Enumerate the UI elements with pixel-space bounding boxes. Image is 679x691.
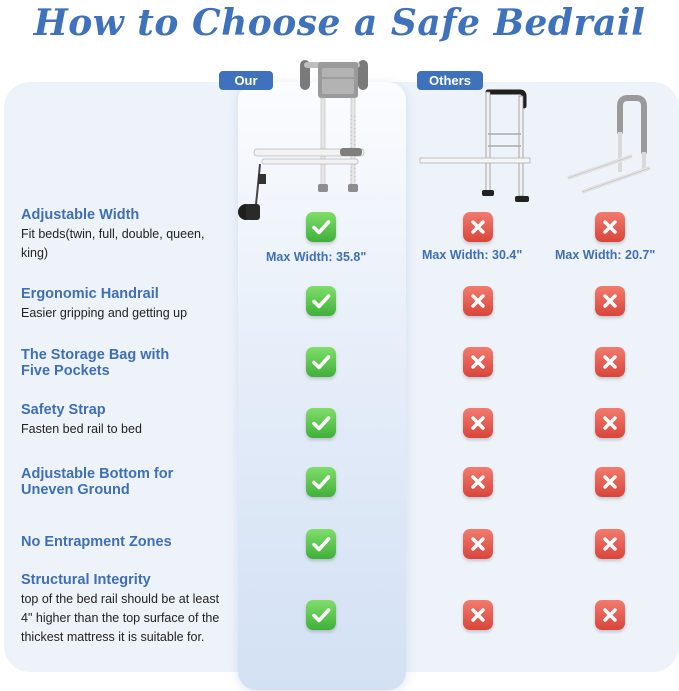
x-icon (595, 529, 625, 559)
feature-label: No Entrapment Zones (21, 534, 172, 550)
other-bedrail-2-image (562, 92, 662, 202)
other1-max-width: Max Width: 30.4" (422, 248, 523, 262)
feature-description: Fasten bed rail to bed (21, 422, 142, 436)
our-bedrail-image (232, 56, 372, 226)
page-title: How to Choose a Safe Bedrail (33, 2, 646, 44)
feature-label: Adjustable Width (21, 207, 140, 223)
feature-adjustable-width (21, 207, 236, 263)
x-icon (595, 408, 625, 438)
x-icon (595, 347, 625, 377)
check-icon (306, 529, 336, 559)
check-icon (306, 347, 336, 377)
x-icon (463, 212, 493, 242)
feature-label: Structural Integrity (21, 572, 151, 588)
x-icon (595, 212, 625, 242)
x-icon (463, 286, 493, 316)
feature-label: Safety Strap (21, 402, 106, 418)
feature-description: Easier gripping and getting up (21, 306, 188, 320)
check-icon (306, 408, 336, 438)
x-icon (595, 600, 625, 630)
feature-no-entrapment (21, 534, 236, 550)
check-icon (306, 467, 336, 497)
feature-structural-integrity (21, 572, 236, 647)
feature-label: Adjustable Bottom for Uneven Ground (21, 466, 174, 498)
x-icon (463, 467, 493, 497)
feature-adjustable-bottom (21, 466, 181, 498)
x-icon (463, 408, 493, 438)
x-icon (463, 600, 493, 630)
feature-ergonomic-handrail (21, 286, 236, 323)
feature-storage-bag (21, 347, 171, 379)
x-icon (463, 347, 493, 377)
feature-description: top of the bed rail should be at least 4" higher than the top surface of the thickest mattress it is suitable for. (21, 592, 220, 644)
feature-label: Ergonomic Handrail (21, 286, 159, 302)
feature-description: Fit beds(twin, full, double, queen, king) (21, 227, 205, 260)
feature-safety-strap (21, 402, 236, 439)
x-icon (595, 286, 625, 316)
check-icon (306, 286, 336, 316)
other-bedrail-1-image (416, 86, 536, 206)
check-icon (306, 212, 336, 242)
check-icon (306, 600, 336, 630)
feature-label: The Storage Bag with Five Pockets (21, 347, 170, 379)
other2-max-width: Max Width: 20.7" (555, 248, 656, 262)
others-column-badge: Others (417, 71, 483, 90)
x-icon (463, 529, 493, 559)
our-max-width: Max Width: 35.8" (266, 250, 367, 264)
x-icon (595, 467, 625, 497)
our-column-badge: Our (219, 71, 273, 90)
